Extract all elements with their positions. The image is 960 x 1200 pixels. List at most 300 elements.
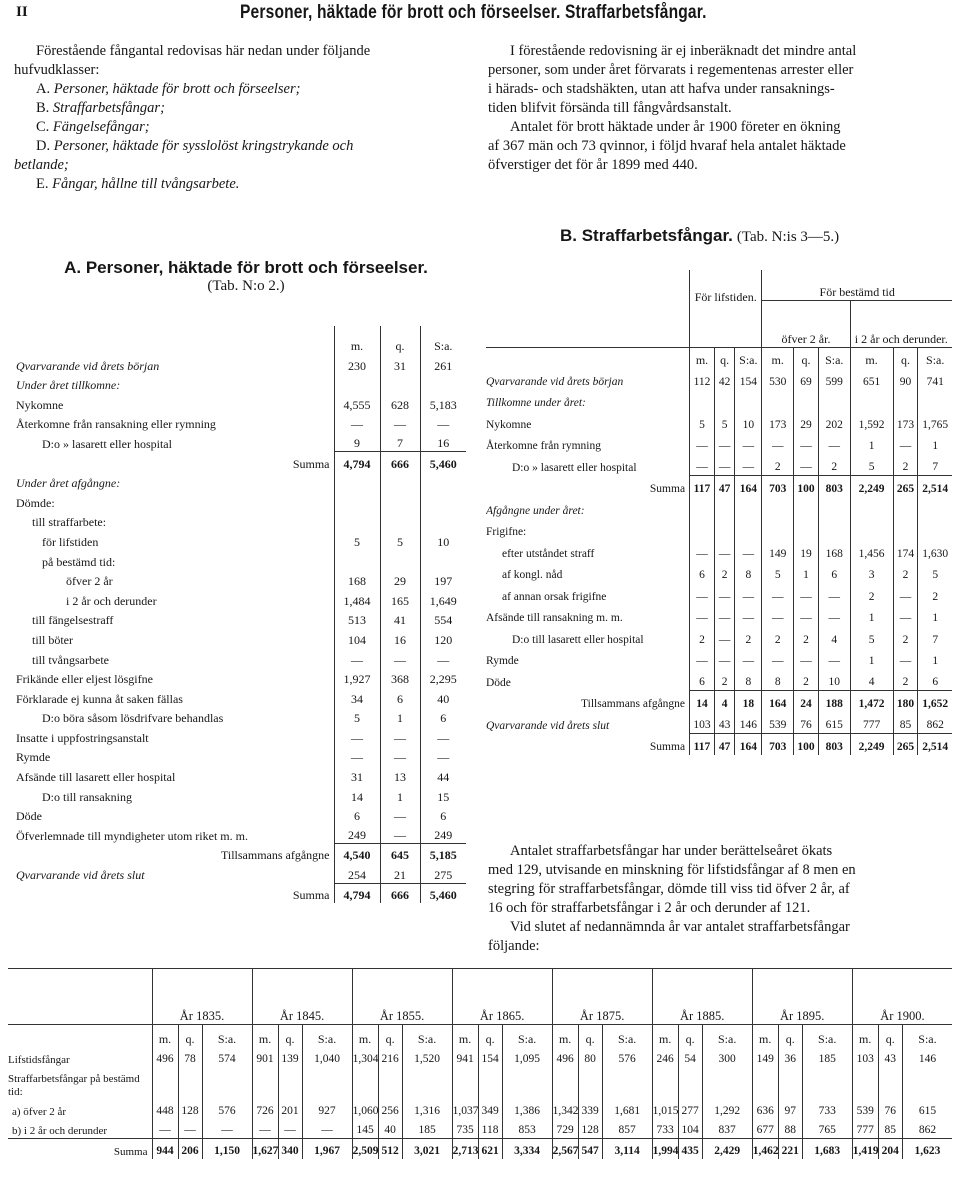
cell: 1,994 [652,1139,678,1159]
row-label-text: Återkomne från rymning [486,440,601,452]
cell: 1,623 [902,1139,952,1159]
table-row [16,726,466,746]
cell: 76 [794,712,819,734]
row-label-text: Öfverlemnade till myndigheter utom riket m. m. [16,828,248,843]
cell: 741 [918,368,952,390]
cell-s: 249 [420,824,466,844]
cell: — [714,540,734,562]
row-label [486,562,690,584]
class-letter: E. [36,176,49,192]
text-line: af 367 män och 73 qvinnor, i följd hvaraf hela antalet häktade [488,138,846,154]
cell: 164 [735,734,762,756]
cell: 2 [762,626,794,648]
sub-header: q. [893,348,918,369]
cell [850,519,893,541]
cell: 2,514 [918,734,952,756]
cell-q: — [380,726,420,746]
table-row [16,354,466,374]
cell [818,519,850,541]
row-label-text: till böter [32,632,73,647]
cell: 85 [878,1119,902,1139]
cell: 621 [478,1139,502,1159]
table-row [16,472,466,492]
cell: 1,520 [402,1047,452,1067]
table-row [16,707,466,727]
row-label [16,628,334,648]
cell [702,1067,752,1099]
cell: 547 [578,1139,602,1159]
table-row [486,540,952,562]
intro-class-e [14,175,464,194]
cell-q: 628 [380,393,420,413]
row-label [486,433,690,455]
cell: 42 [714,368,734,390]
row-label [16,589,334,609]
cell: — [735,648,762,670]
cell: 14 [690,691,715,713]
cell-m: 5 [334,707,380,727]
row-label [16,805,334,825]
table-row [486,433,952,455]
cell [578,1067,602,1099]
cell: 599 [818,368,850,390]
table-row [486,583,952,605]
cell: 530 [762,368,794,390]
cell: 40 [378,1119,402,1139]
cell-m: 9 [334,432,380,452]
row-label [16,765,334,785]
table-row [16,805,466,825]
cell-m [334,491,380,511]
cell: 246 [652,1047,678,1067]
cell [302,1067,352,1099]
cell: 221 [778,1139,802,1159]
year-header: År 1895. [752,969,852,1025]
row-label-text: Rymde [486,655,519,667]
cell-q: — [380,824,420,844]
cell: 927 [302,1099,352,1119]
sub-header: q. [794,348,819,369]
row-label-text: b) i 2 år och derunder [12,1125,107,1137]
table-row [486,411,952,433]
table-row [486,497,952,519]
cell: 4 [850,669,893,691]
row-label [16,511,334,531]
row-label [16,374,334,394]
cell: 117 [690,476,715,498]
row-label [486,476,690,498]
table-row [16,413,466,433]
cell: 6 [690,562,715,584]
cell: 703 [762,734,794,756]
cell: 1,037 [452,1099,478,1119]
cell-m: 168 [334,570,380,590]
cell: 5 [850,454,893,476]
cell: 104 [678,1119,702,1139]
cell [502,1067,552,1099]
cell-q [380,491,420,511]
table-row [16,863,466,883]
cell-m: 14 [334,785,380,805]
row-label-text: öfver 2 år [66,574,113,589]
row-label [8,1119,152,1139]
row-label [486,454,690,476]
cell: — [794,648,819,670]
header-i-2-ar: i 2 år och derunder. [850,301,952,348]
cell: 862 [918,712,952,734]
cell: 1,342 [552,1099,578,1119]
cell: 43 [878,1047,902,1067]
cell: 677 [752,1119,778,1139]
row-label-text: a) öfver 2 år [12,1105,67,1118]
cell: 2 [893,669,918,691]
cell: 29 [794,411,819,433]
table-row [16,883,466,903]
cell-q: — [380,805,420,825]
cell-q: 165 [380,589,420,609]
cell: — [690,605,715,627]
cell: 76 [878,1099,902,1119]
cell-m: 4,794 [334,883,380,903]
text-line: Antalet straffarbetsfångar har under berättelseåret ökats [510,843,833,859]
cell [402,1067,452,1099]
row-label-text: Tillsammans afgångne [220,848,330,863]
cell-m: 254 [334,863,380,883]
row-label [486,626,690,648]
sub-header: S:a. [602,1025,652,1047]
cell: 703 [762,476,794,498]
cell: — [202,1119,252,1139]
cell-s: 5,183 [420,393,466,413]
cell: 128 [178,1099,202,1119]
row-label-text: Summa [649,741,686,753]
cell: 139 [278,1047,302,1067]
row-label [486,519,690,541]
row-label [486,368,690,390]
cell: — [714,433,734,455]
cell: 6 [818,562,850,584]
row-label-text: Qvarvarande vid årets början [486,375,624,388]
cell [850,390,893,412]
cell: — [714,583,734,605]
cell: 149 [752,1047,778,1067]
cell: — [794,454,819,476]
sub-header: q. [178,1025,202,1047]
row-label-text: Frikände eller eljest lösgifne [16,672,153,687]
cell: 2 [850,583,893,605]
cell: 88 [778,1119,802,1139]
table-row [486,712,952,734]
cell [378,1067,402,1099]
cell-m [334,550,380,570]
cell: 2,429 [702,1139,752,1159]
running-title: Personer, häktade för brott och förseelser. Straffarbetsfångar. [240,2,707,23]
cell-q: 6 [380,687,420,707]
cell: 185 [402,1119,452,1139]
cell [714,390,734,412]
cell: 277 [678,1099,702,1119]
cell: 539 [852,1099,878,1119]
cell-s: 6 [420,707,466,727]
cell: 729 [552,1119,578,1139]
cell-s: 40 [420,687,466,707]
cell: 512 [378,1139,402,1159]
row-label [16,550,334,570]
cell: 448 [152,1099,178,1119]
cell-q: 29 [380,570,420,590]
cell: 8 [735,669,762,691]
cell-m: 1,927 [334,668,380,688]
cell: 853 [502,1119,552,1139]
cell: 2 [918,583,952,605]
cell: 615 [902,1099,952,1119]
row-label-text: Tillsammans afgångne [581,698,686,710]
class-text: Fångar, hållne till tvångsarbete. [52,176,240,192]
table-row [8,1099,952,1119]
class-text: Fängelsefångar; [52,119,150,135]
cell: 117 [690,734,715,756]
class-letter: A. [36,81,54,97]
row-label-text: Döde [486,676,511,689]
cell [852,1067,878,1099]
table-row [486,454,952,476]
table-row [16,589,466,609]
cell: — [735,583,762,605]
cell [552,1067,578,1099]
sub-header: S:a. [902,1025,952,1047]
cell: 1,462 [752,1139,778,1159]
cell: 6 [690,669,715,691]
cell [762,390,794,412]
cell: 2 [735,626,762,648]
table-row [16,785,466,805]
cell [714,497,734,519]
text-line: stegring för straffarbetsfångar, dömde till viss tid öfver 2 år, af [488,881,850,897]
cell: 5 [918,562,952,584]
corner-cell [8,1025,152,1047]
cell: — [762,433,794,455]
intro-block [14,42,464,194]
row-label [16,863,334,883]
row-label-text: Afsände till ransakning m. m. [486,612,623,624]
cell-m: — [334,726,380,746]
table-a [16,326,466,903]
cell-m: 4,555 [334,393,380,413]
sub-header: S:a. [802,1025,852,1047]
cell: 154 [478,1047,502,1067]
class-text: Straffarbetsfångar; [52,100,165,116]
cell: — [714,605,734,627]
cell: 2 [690,626,715,648]
cell-m: 230 [334,354,380,374]
row-label [16,452,334,472]
row-label-text: Summa [292,887,330,902]
cell: 216 [378,1047,402,1067]
table-row [486,648,952,670]
row-label [16,413,334,433]
table-row [486,691,952,713]
sub-header: S:a. [502,1025,552,1047]
cell: 112 [690,368,715,390]
row-label-text: till straffarbete: [32,515,107,530]
row-label-text: Summa [649,483,686,495]
cell: 2,509 [352,1139,378,1159]
cell: 1,765 [918,411,952,433]
cell: 1,015 [652,1099,678,1119]
cell: 901 [252,1047,278,1067]
sub-header: m. [752,1025,778,1047]
cell [762,497,794,519]
cell [794,519,819,541]
sub-header: S:a. [302,1025,352,1047]
cell-m: 104 [334,628,380,648]
cell: 2 [762,454,794,476]
table-row [8,1047,952,1067]
cell [278,1067,302,1099]
cell: 636 [752,1099,778,1119]
class-text: Personer, häktade för brott och förseelser; [53,81,301,97]
cell [893,519,918,541]
cell: 1,150 [202,1139,252,1159]
cell: 2 [893,626,918,648]
cell [902,1067,952,1099]
header-bestamd-tid: För bestämd tid [762,270,952,301]
cell [762,519,794,541]
col-header: q. [380,326,420,354]
section-a-tab: (Tab. N:o 2.) [207,278,285,294]
cell [735,497,762,519]
cell: 1 [850,648,893,670]
row-label [16,393,334,413]
cell: — [735,433,762,455]
cell: — [794,583,819,605]
row-label-text: Förklarade ej kunna åt saken fällas [16,691,183,706]
text-line: tiden blifvit försända till fångvårdsanstalt. [488,100,732,116]
cell-s [420,374,466,394]
cell: 154 [735,368,762,390]
col-header: S:a. [420,326,466,354]
cell-q: 5 [380,530,420,550]
cell-s [420,472,466,492]
cell-s: 16 [420,432,466,452]
cell: 1,040 [302,1047,352,1067]
right-text-block [488,42,950,175]
row-label [16,883,334,903]
year-header: År 1835. [152,969,252,1025]
cell: 496 [152,1047,178,1067]
cell: 47 [714,476,734,498]
cell: — [690,583,715,605]
row-label [16,687,334,707]
year-header: År 1875. [552,969,652,1025]
row-label-text: för lifstiden [42,534,99,549]
cell: 7 [918,626,952,648]
sub-header: q. [878,1025,902,1047]
cell-q: 645 [380,844,420,864]
cell: 146 [902,1047,952,1067]
cell: — [893,433,918,455]
cell: 1,419 [852,1139,878,1159]
row-label-text: på bestämd tid: [42,554,116,569]
cell: 2,514 [918,476,952,498]
table-row [16,687,466,707]
sub-header: S:a. [702,1025,752,1047]
cell: 2 [714,562,734,584]
row-label [486,497,690,519]
cell: 202 [818,411,850,433]
cell: 735 [452,1119,478,1139]
cell-s: — [420,746,466,766]
cell: 164 [735,476,762,498]
cell: 777 [852,1119,878,1139]
cell-s: 1,649 [420,589,466,609]
row-label-text: Tillkomne under året: [486,397,586,409]
table-row [8,1119,952,1139]
table-row [486,519,952,541]
cell: 103 [852,1047,878,1067]
year-header: År 1900. [852,969,952,1025]
cell [778,1067,802,1099]
cell: 435 [678,1139,702,1159]
row-label-text: D:o till ransakning [42,789,132,804]
class-letter: D. [36,138,54,154]
cell [918,519,952,541]
table-row [16,432,466,452]
row-label [16,707,334,727]
row-label [8,1139,152,1159]
cell: 1,060 [352,1099,378,1119]
intro-line: hufvudklasser: [14,62,100,78]
row-label [16,726,334,746]
cell: 1,652 [918,691,952,713]
cell-m: — [334,413,380,433]
cell: 90 [893,368,918,390]
cell: — [690,540,715,562]
cell: 2 [794,669,819,691]
cell: — [762,605,794,627]
sub-header: m. [252,1025,278,1047]
cell: 7 [918,454,952,476]
row-label [486,734,690,756]
text-line: Antalet för brott häktade under år 1900 företer en ökning [510,119,841,135]
cell: 6 [918,669,952,691]
cell-q: — [380,648,420,668]
text-line: Vid slutet af nedannämnda år var antalet straffarbetsfångar [510,919,850,935]
section-a-heading [36,258,456,295]
row-label-text: Rymde [16,750,51,765]
sub-header: q. [478,1025,502,1047]
row-label [16,491,334,511]
row-label [16,472,334,492]
cell: — [152,1119,178,1139]
intro-class [14,137,464,156]
row-label [8,1047,152,1067]
sub-header: m. [552,1025,578,1047]
cell: 18 [735,691,762,713]
sub-header: m. [152,1025,178,1047]
year-header: År 1845. [252,969,352,1025]
cell: 180 [893,691,918,713]
table-row [16,648,466,668]
cell: 3,021 [402,1139,452,1159]
cell-m [334,511,380,531]
cell: 100 [794,476,819,498]
cell: 100 [794,734,819,756]
cell-m: 249 [334,824,380,844]
row-label [16,746,334,766]
corner-cell [8,969,152,1025]
row-label-text: D:o till lasarett eller hospital [512,633,644,646]
